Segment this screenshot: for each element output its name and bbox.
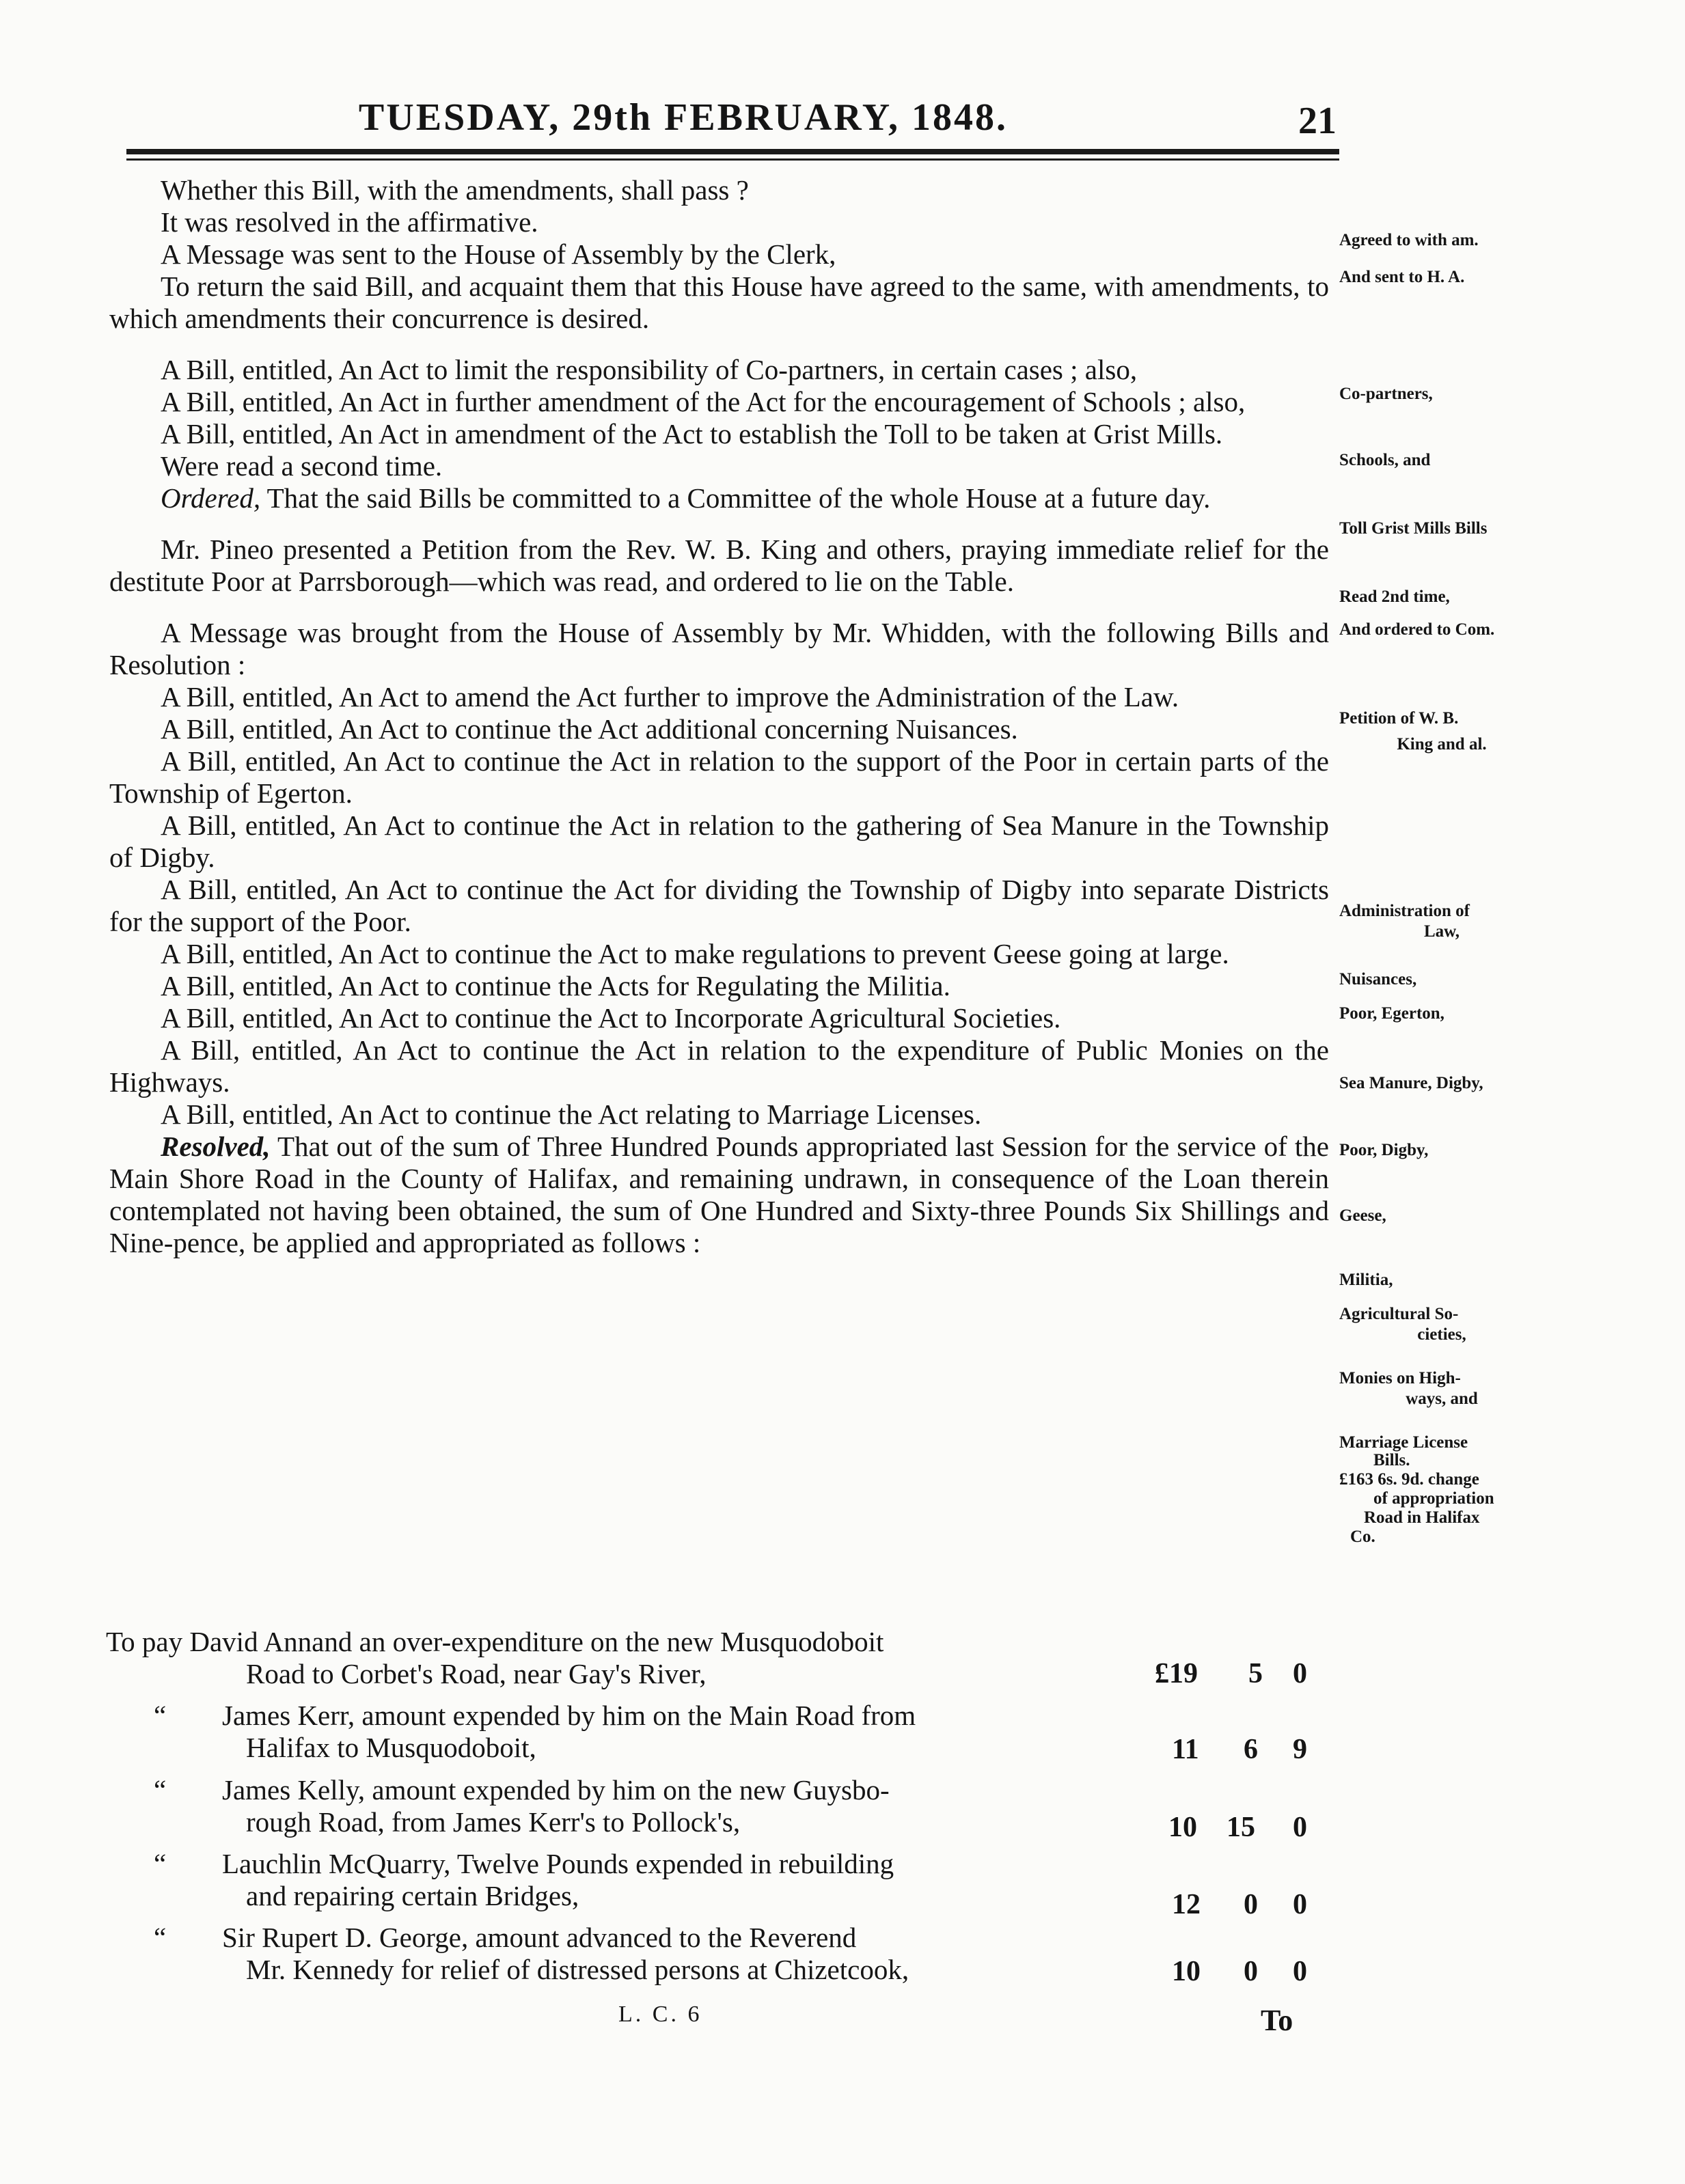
paragraph: A Bill, entitled, An Act to continue the Act relating to Marriage Licenses. bbox=[161, 1098, 982, 1130]
expenditure-line-text: Lauchlin McQuarry, Twelve Pounds expended in rebuilding bbox=[222, 1848, 894, 1879]
expenditure-description bbox=[106, 1922, 1131, 1986]
page-title: TUESDAY, 29th FEBRUARY, 1848. bbox=[358, 96, 1009, 139]
expenditure-line-text: James Kerr, amount expended by him on the Main Road from bbox=[222, 1700, 916, 1731]
margin-note: Marriage License bbox=[1339, 1433, 1468, 1452]
margin-note: And ordered to Com. bbox=[1339, 620, 1495, 639]
margin-note: Nuisances, bbox=[1339, 970, 1417, 989]
margin-note: of appropriation bbox=[1373, 1489, 1494, 1508]
margin-note: Co. bbox=[1350, 1528, 1375, 1546]
expenditure-line bbox=[106, 1848, 1131, 1880]
margin-note: Militia, bbox=[1339, 1271, 1393, 1289]
page-number: 21 bbox=[1298, 100, 1337, 142]
margin-note: Petition of W. B. bbox=[1339, 709, 1459, 728]
amount-pence: 0 bbox=[1293, 1889, 1307, 1920]
margin-note bbox=[1339, 735, 1544, 754]
margin-note: And sent to H. A. bbox=[1339, 268, 1465, 286]
expenditure-description bbox=[106, 1700, 1131, 1764]
expenditure-line: Mr. Kennedy for relief of distressed persons at Chizetcook, bbox=[246, 1954, 909, 1985]
amount-pence: 9 bbox=[1293, 1734, 1307, 1765]
ditto-mark: “ bbox=[154, 1848, 167, 1879]
paragraph: A Message was brought from the House of Assembly by Mr. Whidden, with the following Bills and Resolution : bbox=[109, 617, 1329, 680]
expenditure-description bbox=[106, 1848, 1131, 1912]
expenditure-description bbox=[106, 1774, 1131, 1838]
ditto-mark: “ bbox=[154, 1700, 167, 1731]
amount-shillings: 5 bbox=[1248, 1658, 1263, 1689]
paragraph: A Bill, entitled, An Act to continue the Act in relation to the gathering of Sea Manure in the Township of Digby. bbox=[109, 810, 1329, 873]
margin-note: Poor, Egerton, bbox=[1339, 1004, 1444, 1023]
amount-pence: 0 bbox=[1293, 1658, 1307, 1689]
margin-note: Bills. bbox=[1373, 1451, 1410, 1469]
amount-pounds: 10 bbox=[1168, 1812, 1197, 1843]
ditto-mark: “ bbox=[154, 1922, 167, 1953]
margin-note: Agreed to with am. bbox=[1339, 231, 1479, 249]
paragraph: Were read a second time. bbox=[161, 450, 443, 482]
margin-note: Read 2nd time, bbox=[1339, 588, 1450, 606]
margin-note: £163 6s. 9d. change bbox=[1339, 1470, 1479, 1489]
amount-pence: 0 bbox=[1293, 1812, 1307, 1843]
expenditure-description bbox=[106, 1626, 1131, 1690]
paragraph: To return the said Bill, and acquaint them that this House have agreed to the same, with amendments, to which amendments their concurrence is desired. bbox=[109, 271, 1329, 334]
margin-note-line: ways, and bbox=[1406, 1390, 1478, 1408]
margin-note: Sea Manure, Digby, bbox=[1339, 1074, 1483, 1092]
amount-shillings: 15 bbox=[1227, 1812, 1255, 1843]
expenditure-line-text: James Kelly, amount expended by him on the new Guysbo- bbox=[222, 1774, 890, 1806]
amount-pounds: 10 bbox=[1172, 1956, 1201, 1987]
margin-note bbox=[1339, 1325, 1544, 1344]
paragraph: A Bill, entitled, An Act to continue the Act additional concerning Nuisances. bbox=[161, 713, 1018, 745]
expenditure-line-text: Sir Rupert D. George, amount advanced to the Reverend bbox=[222, 1922, 857, 1953]
margin-note: Schools, and bbox=[1339, 451, 1431, 469]
ordered-lead: Ordered, bbox=[161, 482, 261, 514]
resolved-paragraph bbox=[109, 1131, 1329, 1259]
header-rule bbox=[126, 149, 1339, 154]
paragraph: Whether this Bill, with the amendments, shall pass ? bbox=[161, 174, 749, 206]
paragraph: A Bill, entitled, An Act to continue the Act for dividing the Township of Digby into separate Districts for the support of the Poor. bbox=[109, 874, 1329, 937]
paragraph: It was resolved in the affirmative. bbox=[161, 206, 538, 238]
paragraph: A Message was sent to the House of Assembly by the Clerk, bbox=[161, 238, 836, 270]
expenditure-line bbox=[106, 1700, 1131, 1732]
expenditure-line: and repairing certain Bridges, bbox=[246, 1880, 579, 1911]
ditto-mark: “ bbox=[154, 1774, 167, 1806]
header-rule-thin bbox=[126, 158, 1339, 161]
expenditure-line: Halifax to Musquodoboit, bbox=[246, 1732, 536, 1763]
expenditure-line: Road to Corbet's Road, near Gay's River, bbox=[246, 1658, 707, 1689]
margin-note bbox=[1339, 922, 1544, 941]
amount-shillings: 0 bbox=[1244, 1956, 1258, 1987]
expenditure-line bbox=[106, 1774, 1131, 1806]
margin-note: Monies on High- bbox=[1339, 1369, 1461, 1387]
paragraph: A Bill, entitled, An Act to continue the Act in relation to the expenditure of Public Monies on the Highways. bbox=[109, 1034, 1329, 1098]
amount-pounds: 11 bbox=[1172, 1734, 1199, 1765]
margin-note: Administration of bbox=[1339, 902, 1470, 920]
margin-note-line: cieties, bbox=[1417, 1325, 1466, 1344]
paragraph: A Bill, entitled, An Act in further amendment of the Act for the encouragement of Schools ; also, bbox=[161, 386, 1246, 417]
ordered-paragraph bbox=[109, 482, 1329, 514]
paragraph: A Bill, entitled, An Act in amendment of the Act to establish the Toll to be taken at Grist Mills. bbox=[161, 418, 1223, 450]
catchword: To bbox=[1261, 2004, 1293, 2037]
amount-pounds: 12 bbox=[1172, 1889, 1201, 1920]
paragraph-text: That out of the sum of Three Hundred Pounds appropriated last Session for the service of the Main Shore Road in the County of Halifax, and remaining undrawn, in consequence of the Loan therein contemplated not having been obtained, the sum of One Hundred and Sixty-three Pounds Six Shillings and Nine-pence, be applied and appropriated as follows : bbox=[109, 1131, 1329, 1258]
journal-body bbox=[109, 174, 1329, 1259]
printer-signature: L. C. 6 bbox=[618, 2002, 702, 2027]
resolved-lead: Resolved, bbox=[161, 1131, 271, 1162]
amount-pence: 0 bbox=[1293, 1956, 1307, 1987]
paragraph: Mr. Pineo presented a Petition from the Rev. W. B. King and others, praying immediate relief for the destitute Poor at Parrsborough—which was read, and ordered to lie on the Table. bbox=[109, 534, 1329, 597]
amount-pounds: £19 bbox=[1155, 1658, 1198, 1689]
paragraph: A Bill, entitled, An Act to continue the Act to Incorporate Agricultural Societies. bbox=[161, 1002, 1061, 1034]
margin-note bbox=[1339, 1390, 1544, 1409]
amount-shillings: 0 bbox=[1244, 1889, 1258, 1920]
expenditure-line: To pay David Annand an over-expenditure on the new Musquodoboit bbox=[106, 1626, 884, 1657]
paragraph: A Bill, entitled, An Act to amend the Act further to improve the Administration of the Law. bbox=[161, 681, 1179, 713]
margin-note: Geese, bbox=[1339, 1206, 1386, 1225]
margin-note: Toll Grist Mills Bills bbox=[1339, 519, 1488, 538]
paragraph: A Bill, entitled, An Act to limit the responsibility of Co-partners, in certain cases ; also, bbox=[161, 354, 1138, 385]
expenditure-line: rough Road, from James Kerr's to Pollock's, bbox=[246, 1806, 741, 1838]
margin-note-line: King and al. bbox=[1397, 735, 1487, 754]
expenditure-line bbox=[106, 1922, 1131, 1954]
paragraph-text: That the said Bills be committed to a Committee of the whole House at a future day. bbox=[266, 482, 1211, 514]
margin-note: Agricultural So- bbox=[1339, 1305, 1459, 1323]
margin-note-line: Law, bbox=[1423, 922, 1460, 941]
margin-note: Poor, Digby, bbox=[1339, 1141, 1429, 1159]
margin-note: Road in Halifax bbox=[1364, 1508, 1480, 1527]
paragraph: A Bill, entitled, An Act to continue the Acts for Regulating the Militia. bbox=[161, 970, 950, 1001]
margin-note: Co-partners, bbox=[1339, 385, 1433, 403]
paragraph: A Bill, entitled, An Act to continue the Act to make regulations to prevent Geese going at large. bbox=[161, 938, 1229, 969]
paragraph: A Bill, entitled, An Act to continue the Act in relation to the support of the Poor in certain parts of the Township of Egerton. bbox=[109, 745, 1329, 809]
amount-shillings: 6 bbox=[1244, 1734, 1258, 1765]
